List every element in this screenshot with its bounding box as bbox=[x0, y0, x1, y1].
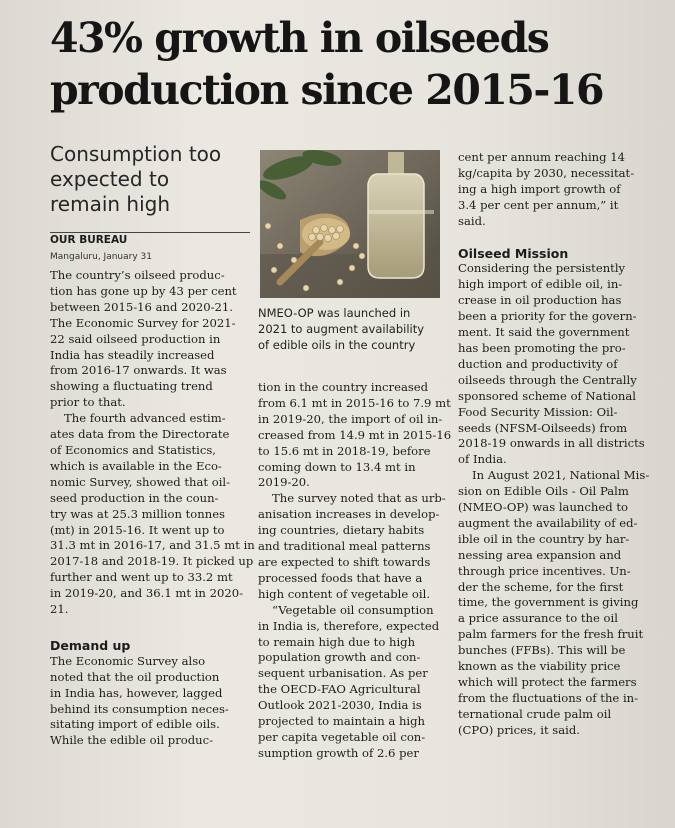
body-line: ment. It said the government bbox=[458, 325, 630, 340]
body-line: ing a high import growth of bbox=[458, 181, 621, 196]
subhead-line: Consumption too bbox=[50, 142, 222, 166]
body-line: der the scheme, for the first bbox=[458, 579, 624, 594]
body-line: The Economic Survey for 2021- bbox=[50, 315, 236, 330]
body-line: oilseeds through the Centrally bbox=[458, 372, 637, 387]
body-line: In August 2021, National Mis- bbox=[472, 468, 650, 483]
body-line: nomic Survey, showed that oil- bbox=[50, 474, 231, 489]
body-line: 2017-18 and 2018-19. It picked up bbox=[50, 554, 254, 569]
body-line: sumption growth of 2.6 per bbox=[258, 745, 419, 760]
body-line: Food Security Mission: Oil- bbox=[458, 404, 618, 419]
body-line: The country’s oilseed produc- bbox=[50, 268, 225, 282]
body-line: The Economic Survey also bbox=[50, 653, 206, 668]
dateline: Mangaluru, January 31 bbox=[50, 252, 152, 262]
caption-line: of edible oils in the country bbox=[258, 338, 416, 352]
body-line: sequent urbanisation. As per bbox=[258, 666, 428, 681]
body-line: Considering the persistently bbox=[458, 261, 626, 276]
body-line: 21. bbox=[50, 602, 69, 617]
body-line: palm farmers for the fresh fruit bbox=[458, 627, 644, 642]
body-line: in India is, therefore, expected bbox=[258, 618, 440, 633]
body-line: a price assurance to the oil bbox=[458, 611, 618, 626]
headline bbox=[50, 12, 650, 116]
body-line: of Economics and Statistics, bbox=[50, 442, 216, 457]
body-line: from 2016-17 onwards. It was bbox=[50, 363, 227, 378]
body-line: ternational crude palm oil bbox=[458, 706, 612, 721]
article-column-2 bbox=[258, 380, 452, 762]
caption-line: 2021 to augment availability bbox=[258, 322, 425, 336]
article-column-1 bbox=[50, 268, 255, 749]
section-heading-demand-up: Demand up bbox=[50, 637, 131, 653]
body-line: said. bbox=[458, 213, 486, 228]
body-line: showing a fluctuating trend bbox=[50, 379, 213, 394]
body-line: try was at 25.3 million tonnes bbox=[50, 506, 226, 521]
body-line: behind its consumption neces- bbox=[50, 701, 229, 716]
body-line: tion in the country increased bbox=[258, 380, 429, 394]
body-line: 22 said oilseed production in bbox=[50, 331, 221, 346]
body-line: has been promoting the pro- bbox=[458, 340, 626, 355]
body-line: ing countries, dietary habits bbox=[258, 523, 425, 538]
body-line: The fourth advanced estim- bbox=[64, 411, 226, 426]
body-line: 31.3 mt in 2016-17, and 31.5 mt in bbox=[50, 538, 255, 553]
body-line: ible oil in the country by har- bbox=[458, 531, 630, 546]
caption-line: NMEO-OP was launched in bbox=[258, 306, 411, 320]
body-line: The survey noted that as urb- bbox=[272, 491, 446, 506]
photo-caption bbox=[258, 305, 448, 353]
body-line: prior to that. bbox=[50, 395, 126, 410]
body-line: the OECD-FAO Agricultural bbox=[258, 682, 421, 697]
body-line: seed production in the coun- bbox=[50, 490, 219, 505]
body-line: India has steadily increased bbox=[50, 347, 215, 362]
oilseeds-photo bbox=[260, 150, 440, 298]
body-line: Outlook 2021-2030, India is bbox=[258, 698, 422, 713]
body-line: from 6.1 mt in 2015-16 to 7.9 mt bbox=[258, 395, 451, 410]
body-line: sitating import of edible oils. bbox=[50, 717, 220, 732]
body-line: augment the availability of ed- bbox=[458, 515, 638, 530]
body-line: bunches (FFBs). This will be bbox=[458, 643, 626, 658]
body-line: noted that the oil production bbox=[50, 669, 220, 684]
body-line: in 2019-20, the import of oil in- bbox=[258, 411, 443, 426]
byline: OUR BUREAU bbox=[50, 232, 250, 246]
body-line: anisation increases in develop- bbox=[258, 507, 440, 522]
section-heading-oilseed-mission: Oilseed Mission bbox=[458, 245, 569, 261]
body-line: While the edible oil produc- bbox=[50, 733, 214, 748]
body-line: from the fluctuations of the in- bbox=[458, 690, 639, 705]
body-line: 2018-19 onwards in all districts bbox=[458, 436, 645, 451]
body-line: tion has gone up by 43 per cent bbox=[50, 283, 237, 298]
body-line: (mt) in 2015-16. It went up to bbox=[50, 522, 225, 537]
oilseeds-photo-illustration bbox=[260, 150, 440, 298]
body-line: projected to maintain a high bbox=[258, 714, 426, 729]
body-line: and traditional meal patterns bbox=[258, 539, 431, 554]
body-line: to remain high due to high bbox=[258, 634, 416, 649]
body-line: which will protect the farmers bbox=[458, 675, 637, 689]
body-line: through price incentives. Un- bbox=[458, 563, 631, 578]
subhead-line: expected to bbox=[50, 167, 170, 191]
body-line: coming down to 13.4 mt in bbox=[258, 459, 416, 474]
body-line: crease in oil production has bbox=[458, 293, 622, 308]
body-line: 2019-20. bbox=[258, 475, 310, 490]
body-line: processed foods that have a bbox=[258, 570, 423, 585]
body-line: “Vegetable oil consumption bbox=[272, 602, 434, 617]
body-line: sponsored scheme of National bbox=[458, 388, 637, 403]
body-line: which is available in the Eco- bbox=[50, 458, 222, 473]
body-line: been a priority for the govern- bbox=[458, 309, 637, 324]
body-line: population growth and con- bbox=[258, 650, 421, 665]
body-line: to 15.6 mt in 2018-19, before bbox=[258, 443, 431, 458]
body-line: time, the government is giving bbox=[458, 595, 639, 610]
body-line: known as the viability price bbox=[458, 659, 621, 674]
body-line: 3.4 per cent per annum,” it bbox=[458, 197, 619, 212]
body-line: high content of vegetable oil. bbox=[258, 586, 430, 601]
body-line: are expected to shift towards bbox=[258, 554, 431, 569]
headline-line-2: production since 2015-16 bbox=[50, 66, 603, 114]
body-line: (NMEO-OP) was launched to bbox=[458, 500, 628, 515]
body-line: further and went up to 33.2 mt bbox=[50, 570, 233, 585]
body-line: in 2019-20, and 36.1 mt in 2020- bbox=[50, 586, 244, 601]
body-line: (CPO) prices, it said. bbox=[458, 722, 580, 737]
body-line: in India has, however, lagged bbox=[50, 685, 223, 700]
body-line: creased from 14.9 mt in 2015-16 bbox=[258, 427, 452, 442]
body-line: of India. bbox=[458, 452, 507, 467]
body-line: high import of edible oil, in- bbox=[458, 277, 623, 292]
body-line: cent per annum reaching 14 bbox=[458, 150, 625, 164]
body-line: duction and productivity of bbox=[458, 356, 618, 371]
body-line: seeds (NFSM-Oilseeds) from bbox=[458, 420, 628, 435]
body-line: sion on Edible Oils - Oil Palm bbox=[458, 484, 629, 499]
body-line: per capita vegetable oil con- bbox=[258, 729, 426, 744]
subheadline bbox=[50, 142, 250, 217]
body-line: nessing area expansion and bbox=[458, 547, 622, 562]
body-line: between 2015-16 and 2020-21. bbox=[50, 299, 233, 314]
headline-line-1: 43% growth in oilseeds bbox=[50, 14, 549, 62]
subhead-line: remain high bbox=[50, 192, 171, 216]
body-line: kg/capita by 2030, necessitat- bbox=[458, 165, 635, 180]
article-column-3 bbox=[458, 150, 648, 739]
body-line: ates data from the Directorate bbox=[50, 427, 230, 442]
